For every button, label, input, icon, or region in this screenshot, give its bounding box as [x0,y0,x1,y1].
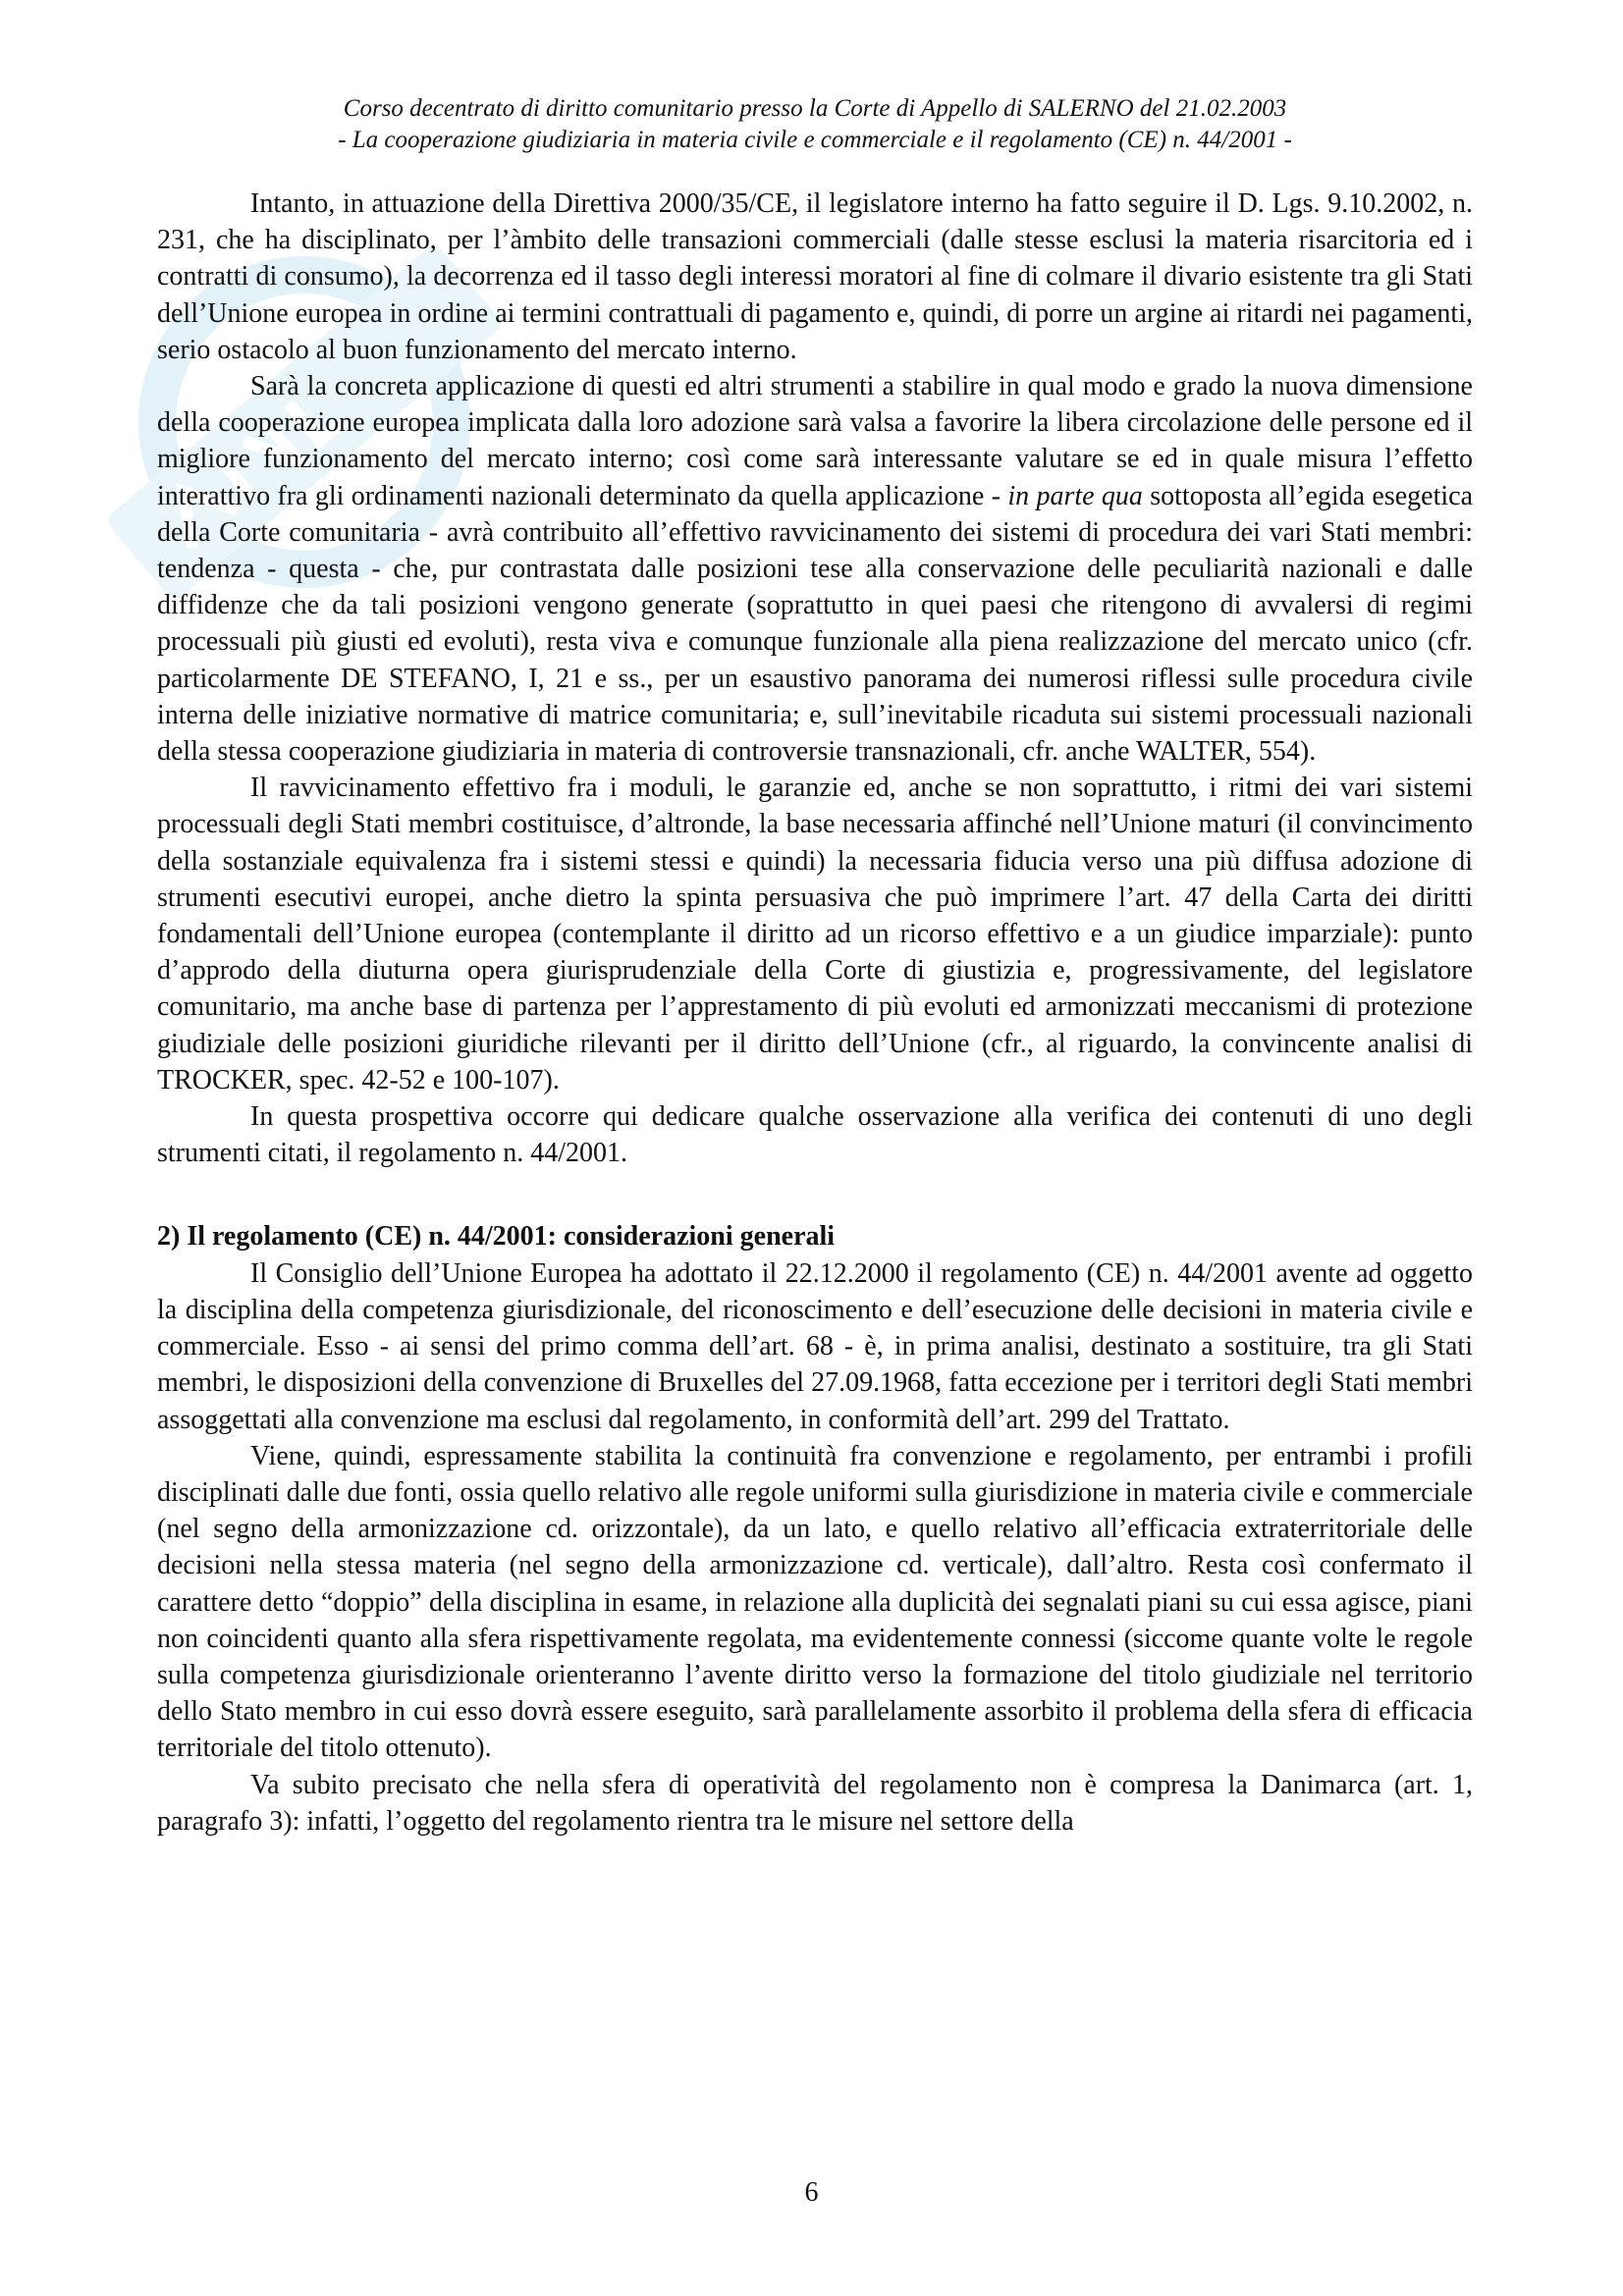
paragraph-4: In questa prospettiva occorre qui dedicare qualche osservazione alla verifica dei contenuti di uno degli strumenti citati, il regolamento n. 44/2001. [157,1101,1473,1169]
paragraph-2-part-b: sottoposta all’egida esegetica della Corte comunitaria - avrà contribuito all’effettivo ravvicinamento dei sistemi di procedura dei vari Stati membri: tendenza - questa - che, pur contrastata dalle posizioni tese alla conservazione delle peculiarità nazionali e dalle diffidenze che da tali posizioni vengono generate (soprattutto in quei paesi che ritengono di avvalersi di regimi processuali più giusti ed evoluti), resta viva e comunque funzionale alla piena realizzazione del mercato unico (cfr. particolarmente DE STEFANO, I, 21 e ss., per un esaustivo panorama dei numerosi riflessi sulle procedura civile interna delle iniziative normative di matrice comunitaria; e, sull’inevitabile ricaduta sui sistemi processuali nazionali della stessa cooperazione giudiziaria in materia di controversie transnazionali, cfr. anche WALTER, 554). [157,480,1474,768]
paragraph-5: Il Consiglio dell’Unione Europea ha adottato il 22.12.2000 il regolamento (CE) n. 44/2001 avente ad oggetto la disciplina della competenza giurisdizionale, del riconoscimento e dell’esecuzione delle decisioni in materia civile e commerciale. Esso - ai sensi del primo comma dell’art. 68 - è, in prima analisi, destinato a sostituire, tra gli Stati membri, le disposizioni della convenzione di Bruxelles del 27.09.1968, fatta eccezione per i territori degli Stati membri assoggettati alla convenzione ma esclusi dal regolamento, in conformità dell’art. 299 del Trattato. [157,1257,1473,1435]
paragraph-2-italic: in parte qua [1007,480,1143,511]
header-line-2: - La cooperazione giudiziaria in materia civile e commerciale e il regolamento (CE) n. 44/2001 - [338,127,1292,153]
paragraph-2 [157,368,1473,770]
document-page [157,93,1473,1840]
page-number: 6 [804,2177,819,2208]
paragraph-3: Il ravvicinamento effettivo fra i moduli, le garanzie ed, anche se non soprattutto, i ritmi dei vari sistemi processuali degli Stati membri costituisce, d’altronde, la base necessaria affinché nell’Unione maturi (il convincimento della sostanziale equivalenza fra i sistemi stessi e quindi) la necessaria fiducia verso una più diffusa adozione di strumenti esecutivi europei, anche dietro la spinta persuasiva che può imprimere l’art. 47 della Carta dei diritti fondamentali dell’Unione europea (contemplante il diritto ad un ricorso effettivo e a un giudice imparziale): punto d’approdo della diuturna opera giurisprudenziale della Corte di giustizia e, progressivamente, del legislatore comunitario, ma anche base di partenza per l’apprestamento di più evoluti ed armonizzati meccanismi di protezione giudiziale delle posizioni giuridiche rilevanti per il diritto dell’Unione (cfr., al riguardo, la convincente analisi di TROCKER, spec. 42-52 e 100-107). [157,773,1473,1095]
paragraph-2-part-a: Sarà la concreta applicazione di questi ed altri strumenti a stabilire in qual modo e grado la nuova dimensione della cooperazione europea implicata dalla loro adozione sarà valsa a favorire la libera circolazione delle persone ed il migliore funzionamento del mercato interno; così come sarà interessante valutare se ed in quale misura l’effetto interattivo fra gli ordinamenti nazionali determinato da quella applicazione - [157,371,1473,511]
running-header [157,93,1473,156]
document-body [157,186,1473,1840]
paragraph-1: Intanto, in attuazione della Direttiva 2000/35/CE, il legislatore interno ha fatto seguire il D. Lgs. 9.10.2002, n. 231, che ha disciplinato, per l’àmbito delle transazioni commerciali (dalle stesse esclusi la materia risarcitoria ed i contratti di consumo), la decorrenza ed il tasso degli interessi moratori al fine di colmare il divario esistente tra gli Stati dell’Unione europea in ordine ai termini contrattuali di pagamento e, quindi, di porre un argine ai ritardi nei pagamenti, serio ostacolo al buon funzionamento del mercato interno. [157,188,1473,365]
header-line-1: Corso decentrato di diritto comunitario presso la Corte di Appello di SALERNO del 21.02.2003 [343,95,1287,122]
paragraph-7: Va subito precisato che nella sfera di operatività del regolamento non è compresa la Danimarca (art. 1, paragrafo 3): infatti, l’oggetto del regolamento rientra tra le misure nel settore della [157,1769,1473,1837]
section-heading: 2) Il regolamento (CE) n. 44/2001: considerazioni generali [157,1221,836,1253]
paragraph-6: Viene, quindi, espressamente stabilita la continuità fra convenzione e regolamento, per entrambi i profili disciplinati dalle due fonti, ossia quello relativo alle regole uniformi sulla giurisdizione in materia civile e commerciale (nel segno della armonizzazione cd. orizzontale), da un lato, e quello relativo all’efficacia extraterritoriale delle decisioni nella stessa materia (nel segno della armonizzazione cd. verticale), dall’altro. Resta così confermato il carattere detto “doppio” della disciplina in esame, in relazione alla duplicità dei segnalati piani su cui essa agisce, piani non coincidenti quanto alla sfera rispettivamente regolata, ma evidentemente connessi (siccome quante volte le regole sulla competenza giurisdizionale orienteranno l’avente diritto verso la formazione del titolo giudiziale nel territorio dello Stato membro in cui esso dovrà essere eseguito, sarà parallelamente assorbito il problema della sfera di efficacia territoriale del titolo ottenuto). [157,1440,1473,1764]
